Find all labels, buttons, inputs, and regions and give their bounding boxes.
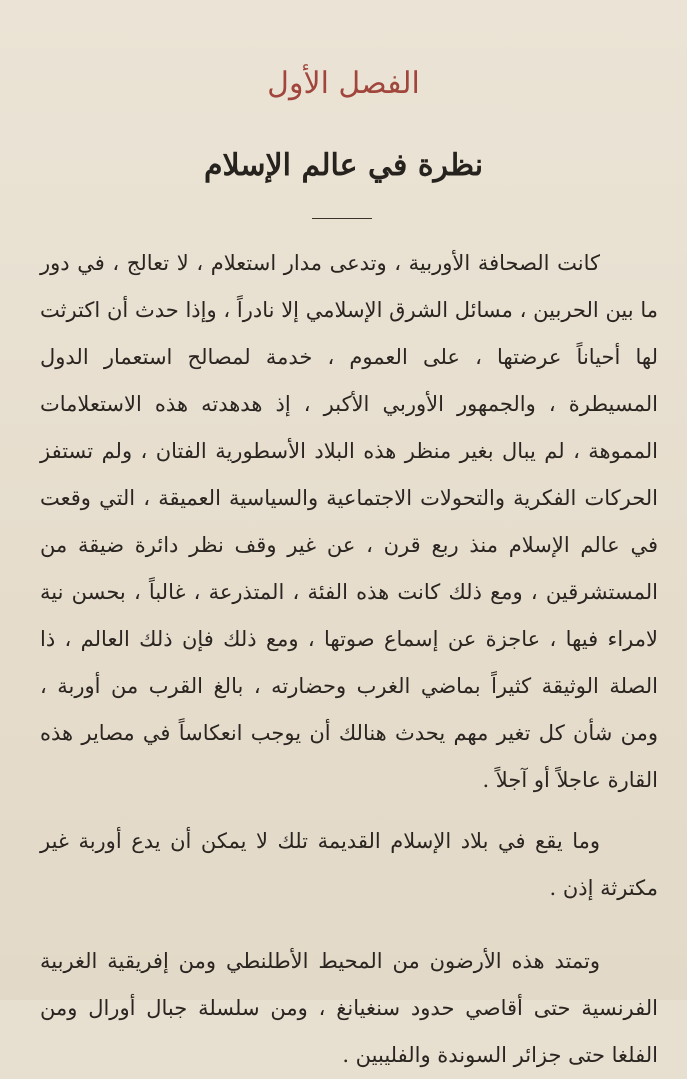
chapter-subtitle: نظرة في عالم الإسلام: [203, 148, 484, 183]
paragraph-2: وما يقع في بلاد الإسلام القديمة تلك لا يمكن أن يدع أوربة غير مكترثة إذن .: [40, 829, 658, 900]
chapter-title: الفصل الأول: [267, 66, 420, 101]
title-divider: [312, 218, 372, 219]
body-text: [40, 240, 658, 1079]
paragraph-1: كانت الصحافة الأوربية ، وتدعى مدار استعلام ، لا تعالج ، في دور ما بين الحربين ، مسائل الشرق الإسلامي إلا نادراً ، وإذا حدث أن اكترثت لها أحياناً عرضتها ، على العموم ، خدمة لمصالح استعمار الدول المسيطرة ، والجمهور الأوربي الأكبر ، إذ هدهدته هذه الاستعلامات المموهة ، لم يبال بغير منظر هذه البلاد الأسطورية الفتان ، ولم تستفز الحركات الفكرية والتحولات الاجتماعية والسياسية العميقة ، التي وقعت في عالم الإسلام منذ ربع قرن ، عن غير وقف نظر دائرة ضيقة من المستشرقين ، ومع ذلك كانت هذه الفئة ، المتذرعة ، غالباً ، بحسن نية لامراء فيها ، عاجزة عن إسماع صوتها ، ومع ذلك فإن ذلك العالم ، ذا الصلة الوثيقة كثيراً بماضي الغرب وحضارته ، بالغ القرب من أوربة ، ومن شأن كل تغير مهم يحدث هنالك أن يوجب انعكاساً في مصاير هذه القارة عاجلاً أو آجلاً .: [40, 251, 658, 792]
paragraph-3: وتمتد هذه الأرضون من المحيط الأطلنطي ومن إفريقية الغربية الفرنسية حتى أقاصي حدود سنغيانغ ، ومن سلسلة جبال أورال ومن الفلغا حتى جزائر السوندة والفليبين .: [40, 949, 658, 1067]
